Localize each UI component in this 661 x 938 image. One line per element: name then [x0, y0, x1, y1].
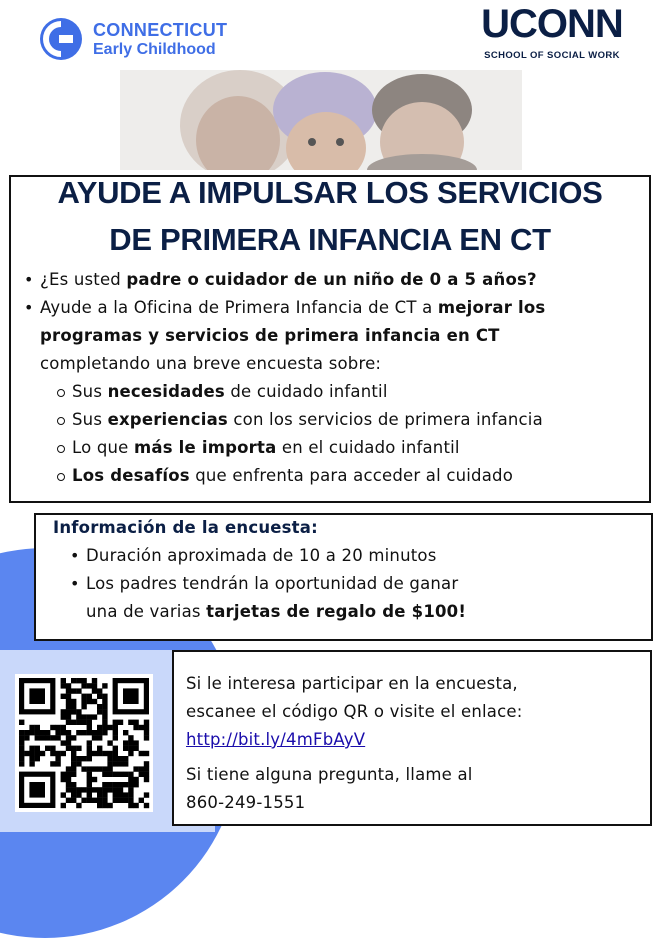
survey-info-heading: Información de la encuesta: [53, 518, 318, 537]
sub-bullet-circle [57, 445, 65, 453]
gift-card-line2: una de varias tarjetas de regalo de $100! [86, 602, 467, 621]
contact-phone[interactable]: 860-249-1551 [186, 793, 306, 812]
bullet-help-office: Ayude a la Oficina de Primera Infancia de CT a mejorar los [40, 298, 546, 317]
bullet-dot: • [70, 574, 80, 593]
bullet-dot: • [70, 546, 80, 565]
sub-bullet-experiences: Sus experiencias con los servicios de primera infancia [72, 410, 543, 429]
sub-bullet-circle [57, 417, 65, 425]
bullet-parent-question: ¿Es usted padre o cuidador de un niño de 0 a 5 años? [40, 270, 537, 289]
page-title-line2: DE PRIMERA INFANCIA EN CT [109, 222, 551, 257]
ct-early-childhood-logo-icon [40, 18, 82, 60]
survey-duration: Duración aproximada de 10 a 20 minutos [86, 546, 437, 565]
bullet-dot: • [24, 270, 34, 289]
sub-bullet-challenges: Los desafíos que enfrenta para acceder al cuidado [72, 466, 514, 485]
bullet-help-office-line2: programas y servicios de primera infancia en CT [40, 326, 500, 345]
qr-code[interactable] [15, 674, 153, 812]
contact-line1: Si le interesa participar en la encuesta, [186, 674, 518, 693]
uconn-logo: UCONN [481, 2, 623, 46]
survey-link[interactable]: http://bit.ly/4mFbAyV [186, 730, 366, 749]
sub-bullet-matters: Lo que más le importa en el cuidado infantil [72, 438, 460, 457]
bullet-dot: • [24, 298, 34, 317]
family-photo [120, 70, 522, 170]
page-title-line1: AYUDE A IMPULSAR LOS SERVICIOS [57, 175, 603, 210]
bullet-help-office-line3: completando una breve encuesta sobre: [40, 354, 382, 373]
sub-bullet-circle [57, 473, 65, 481]
ct-logo-title: CONNECTICUT [93, 20, 228, 40]
uconn-logo-subtitle: SCHOOL OF SOCIAL WORK [484, 50, 620, 61]
sub-bullet-needs: Sus necesidades de cuidado infantil [72, 382, 388, 401]
contact-line2: escanee el código QR o visite el enlace: [186, 702, 523, 721]
gift-card-line1: Los padres tendrán la oportunidad de ganar [86, 574, 459, 593]
contact-question-line: Si tiene alguna pregunta, llame al [186, 765, 473, 784]
ct-logo-subtitle: Early Childhood [93, 41, 216, 58]
sub-bullet-circle [57, 389, 65, 397]
